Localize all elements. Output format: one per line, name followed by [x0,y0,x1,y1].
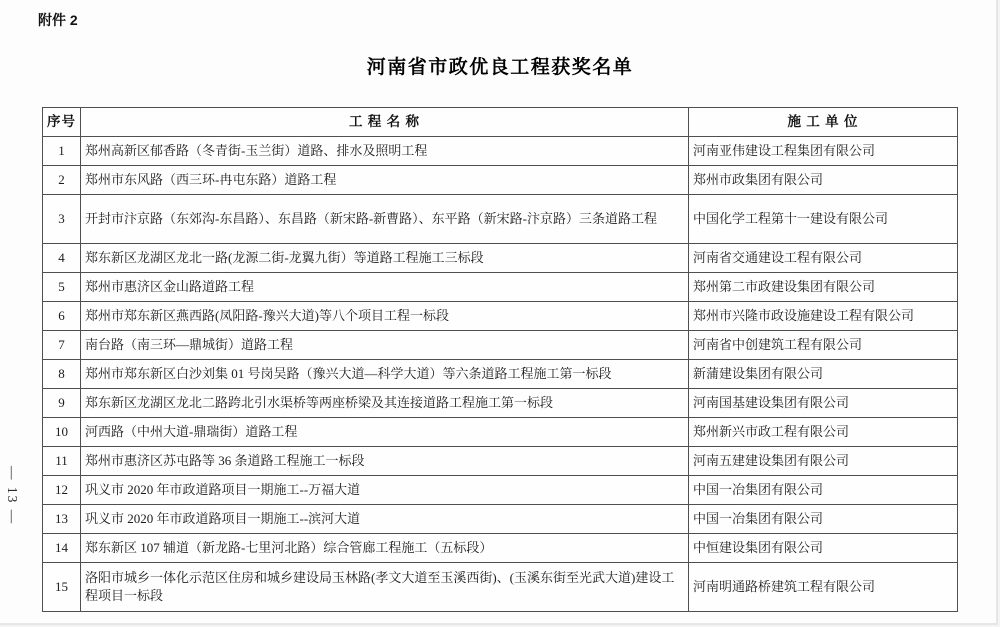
table-row [43,563,958,612]
table-row [43,476,958,505]
table-row [43,195,958,244]
cell-serial: 5 [43,273,81,302]
cell-company: 郑州市兴隆市政设施建设工程有限公司 [689,302,958,331]
cell-serial: 14 [43,534,81,563]
cell-company: 新蒲建设集团有限公司 [689,360,958,389]
cell-serial: 8 [43,360,81,389]
cell-serial: 1 [43,137,81,166]
table-row [43,360,958,389]
cell-serial: 12 [43,476,81,505]
awards-table-body [43,137,958,612]
cell-serial: 15 [43,563,81,612]
cell-project-name: 洛阳市城乡一体化示范区住房和城乡建设局玉林路(孝文大道至玉溪西街)、(玉溪东街至光武大道)建设工程项目一标段 [81,563,689,612]
cell-company: 河南省交通建设工程有限公司 [689,244,958,273]
cell-project-name: 开封市汴京路（东郊沟-东昌路）、东昌路（新宋路-新曹路）、东平路（新宋路-汴京路）三条道路工程 [81,195,689,244]
cell-serial: 10 [43,418,81,447]
header-cell-project-name: 工 程 名 称 [81,108,689,137]
cell-project-name: 郑州市惠济区金山路道路工程 [81,273,689,302]
cell-company: 中国一冶集团有限公司 [689,476,958,505]
header-cell-company: 施 工 单 位 [689,108,958,137]
table-row [43,534,958,563]
cell-project-name: 郑东新区龙湖区龙北二路跨北引水渠桥等两座桥梁及其连接道路工程施工第一标段 [81,389,689,418]
table-row [43,137,958,166]
cell-company: 中国化学工程第十一建设有限公司 [689,195,958,244]
cell-project-name: 郑州高新区郁香路（冬青街-玉兰街）道路、排水及照明工程 [81,137,689,166]
page-title: 河南省市政优良工程获奖名单 [366,57,634,78]
cell-project-name: 南台路（南三环—鼎城街）道路工程 [81,331,689,360]
cell-project-name: 郑州市郑东新区白沙刘集 01 号岗吴路（豫兴大道—科学大道）等六条道路工程施工第一标段 [81,360,689,389]
table-header-row [43,108,958,137]
cell-project-name: 郑东新区 107 辅道（新龙路-七里河北路）综合管廊工程施工（五标段） [81,534,689,563]
cell-project-name: 巩义市 2020 年市政道路项目一期施工--滨河大道 [81,505,689,534]
cell-company: 郑州第二市政建设集团有限公司 [689,273,958,302]
cell-serial: 6 [43,302,81,331]
cell-serial: 7 [43,331,81,360]
table-row [43,447,958,476]
cell-serial: 9 [43,389,81,418]
cell-company: 中国一冶集团有限公司 [689,505,958,534]
table-row [43,273,958,302]
cell-serial: 3 [43,195,81,244]
cell-company: 河南国基建设集团有限公司 [689,389,958,418]
cell-serial: 11 [43,447,81,476]
cell-serial: 13 [43,505,81,534]
cell-project-name: 郑州市东风路（西三环-冉屯东路）道路工程 [81,166,689,195]
awards-table [42,107,958,612]
attachment-label: 附件 2 [38,12,78,28]
cell-project-name: 郑东新区龙湖区龙北一路(龙源二街-龙翼九街）等道路工程施工三标段 [81,244,689,273]
cell-serial: 2 [43,166,81,195]
cell-company: 河南省中创建筑工程有限公司 [689,331,958,360]
cell-company: 河南明通路桥建筑工程有限公司 [689,563,958,612]
cell-serial: 4 [43,244,81,273]
cell-company: 郑州新兴市政工程有限公司 [689,418,958,447]
table-row [43,418,958,447]
cell-company: 中恒建设集团有限公司 [689,534,958,563]
cell-company: 河南五建建设集团有限公司 [689,447,958,476]
cell-project-name: 郑州市郑东新区燕西路(凤阳路-豫兴大道)等八个项目工程一标段 [81,302,689,331]
cell-project-name: 巩义市 2020 年市政道路项目一期施工--万福大道 [81,476,689,505]
cell-project-name: 河西路（中州大道-鼎瑞街）道路工程 [81,418,689,447]
page-number: — 13 — [5,466,20,526]
cell-company: 郑州市政集团有限公司 [689,166,958,195]
table-row [43,331,958,360]
table-row [43,244,958,273]
cell-company: 河南亚伟建设工程集团有限公司 [689,137,958,166]
cell-project-name: 郑州市惠济区苏屯路等 36 条道路工程施工一标段 [81,447,689,476]
table-row [43,302,958,331]
table-row [43,505,958,534]
table-row [43,166,958,195]
header-cell-serial: 序号 [43,108,81,137]
table-row [43,389,958,418]
